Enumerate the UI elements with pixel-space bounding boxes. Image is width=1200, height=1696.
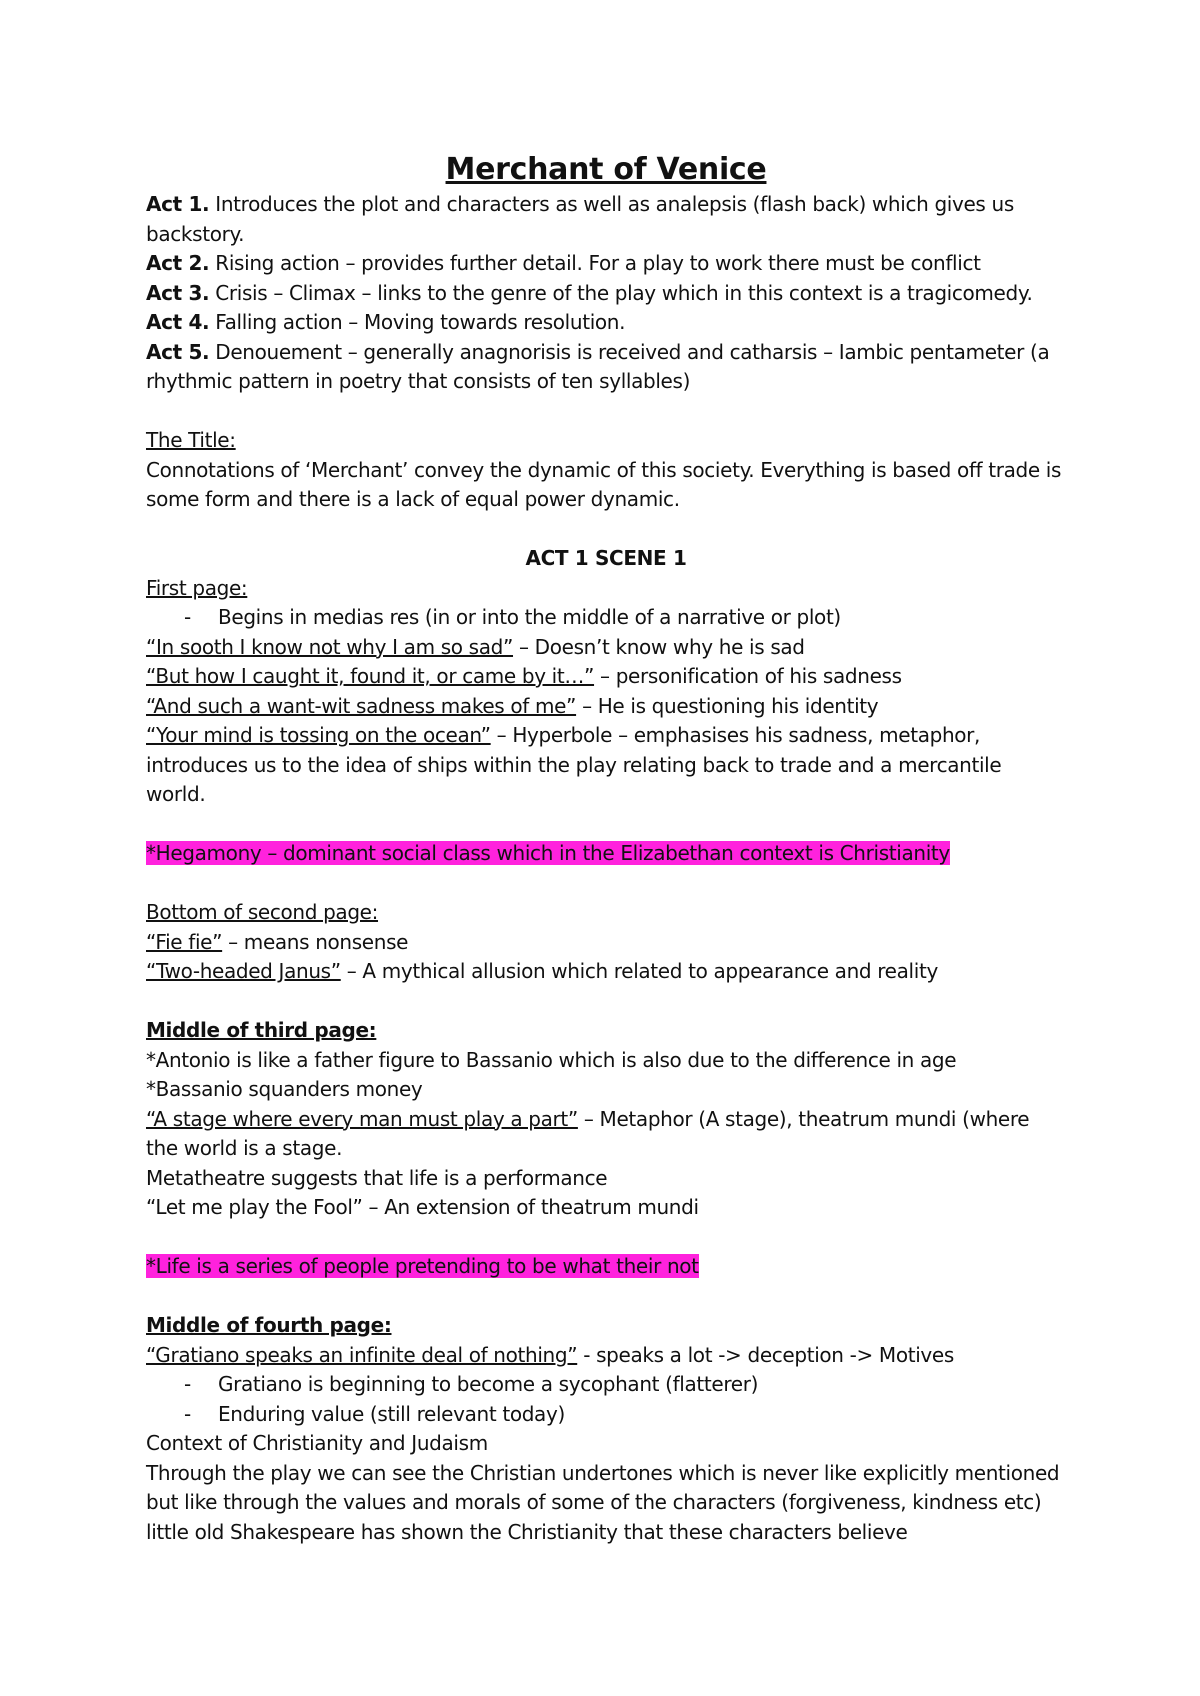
quote-line — [146, 928, 1066, 958]
quote-line — [146, 633, 1066, 663]
quote: “A stage where every man must play a part” — [146, 1106, 578, 1131]
dash-icon: - — [184, 1401, 191, 1426]
quote-note: – He is questioning his identity — [576, 693, 879, 718]
act-label: Act 2. — [146, 251, 210, 275]
note-line: *Antonio is like a father figure to Bassanio which is also due to the difference in age — [146, 1047, 957, 1072]
act-label: Act 4. — [146, 310, 210, 334]
spacer — [146, 810, 1066, 840]
quote-note: - speaks a lot -> deception -> Motives — [577, 1342, 954, 1367]
spacer — [146, 987, 1066, 1017]
quote-note: – personification of his sadness — [594, 664, 902, 688]
quote: “And such a want-wit sadness makes of me” — [146, 693, 577, 718]
quote: “Two-headed Janus” — [146, 959, 341, 983]
act-label: Act 3. — [146, 280, 210, 305]
quote-note: – means nonsense — [222, 929, 409, 954]
quote: “Gratiano speaks an infinite deal of nothing” — [146, 1342, 578, 1367]
act-5-line — [146, 338, 1066, 397]
bullet-item: - Begins in medias res (in or into the middle of a narrative or plot) — [146, 603, 1066, 633]
context-paragraph: Through the play we can see the Christian undertones which is never like explicitly mentioned but like through the values and morals of some of the characters (forgiveness, kindness etc) little old Shakespeare has shown the Christianity that these characters believe — [146, 1460, 1060, 1544]
quote: “Your mind is tossing on the ocean” — [146, 723, 491, 747]
quote-note: – Doesn’t know why he is sad — [513, 634, 805, 659]
quote-line — [146, 1341, 1066, 1371]
spacer — [146, 1223, 1066, 1253]
act-3-line — [146, 279, 1066, 309]
note-line: “Let me play the Fool” – An extension of theatrum mundi — [146, 1195, 699, 1219]
act-text: Falling action – Moving towards resolution. — [209, 310, 626, 334]
quote: “But how I caught it, found it, or came by it…” — [146, 664, 595, 688]
act-text: Introduces the plot and characters as well as analepsis (flash back) which gives us backstory. — [146, 192, 1014, 246]
act-2-line — [146, 249, 1066, 279]
act-text: Rising action – provides further detail. For a play to work there must be conflict — [209, 251, 981, 275]
bullet-item: - Enduring value (still relevant today) — [146, 1400, 1066, 1430]
note-line: *Bassanio squanders money — [146, 1077, 423, 1101]
spacer — [146, 397, 1066, 427]
spacer — [146, 869, 1066, 899]
highlight-note-hegemony: *Hegamony – dominant social class which in the Elizabethan context is Christianity — [146, 841, 950, 865]
scene-heading: ACT 1 SCENE 1 — [525, 546, 687, 570]
third-page-heading: Middle of third page: — [146, 1018, 377, 1042]
quote: “In sooth I know not why I am so sad” — [146, 634, 514, 659]
act-4-line — [146, 308, 1066, 338]
quote-line — [146, 1105, 1066, 1164]
act-text: Denouement – generally anagnorisis is received and catharsis – Iambic pentameter (a rhythmic pattern in poetry that consists of ten syllables) — [146, 339, 1050, 393]
act-label: Act 1. — [146, 192, 210, 216]
second-page-heading: Bottom of second page: — [146, 900, 379, 924]
quote: “Fie fie” — [146, 929, 223, 954]
spacer — [146, 1282, 1066, 1312]
dash-icon: - — [184, 605, 191, 629]
dash-icon: - — [184, 1372, 191, 1396]
quote-line — [146, 662, 1066, 692]
quote-line — [146, 957, 1066, 987]
quote-note: – Metaphor (A stage), theatrum mundi (where the world is a stage. — [146, 1106, 1030, 1160]
document-page — [146, 150, 1066, 1547]
act-label: Act 5. — [146, 339, 210, 364]
act-text: Crisis – Climax – links to the genre of the play which in this context is a tragicomedy. — [209, 280, 1033, 305]
bullet-item: - Gratiano is beginning to become a sycophant (flatterer) — [146, 1370, 1066, 1400]
quote-note: – A mythical allusion which related to appearance and reality — [340, 959, 938, 983]
document-title: Merchant of Venice — [445, 152, 767, 187]
spacer — [146, 515, 1066, 545]
context-line: Context of Christianity and Judaism — [146, 1431, 488, 1455]
note-line: Metatheatre suggests that life is a performance — [146, 1165, 608, 1190]
highlight-note-pretending: *Life is a series of people pretending to be what their not — [146, 1254, 699, 1278]
quote-line — [146, 721, 1066, 810]
act-1-line — [146, 190, 1066, 249]
fourth-page-heading: Middle of fourth page: — [146, 1313, 392, 1337]
title-section-heading: The Title: — [146, 428, 236, 452]
first-page-heading: First page: — [146, 575, 248, 600]
quote-line — [146, 692, 1066, 722]
title-section-text: Connotations of ‘Merchant’ convey the dynamic of this society. Everything is based off trade is some form and there is a lack of equal power dynamic. — [146, 457, 1062, 511]
quote-note: – Hyperbole – emphasises his sadness, metaphor, introduces us to the idea of ships within the play relating back to trade and a mercantile world. — [146, 723, 1002, 806]
